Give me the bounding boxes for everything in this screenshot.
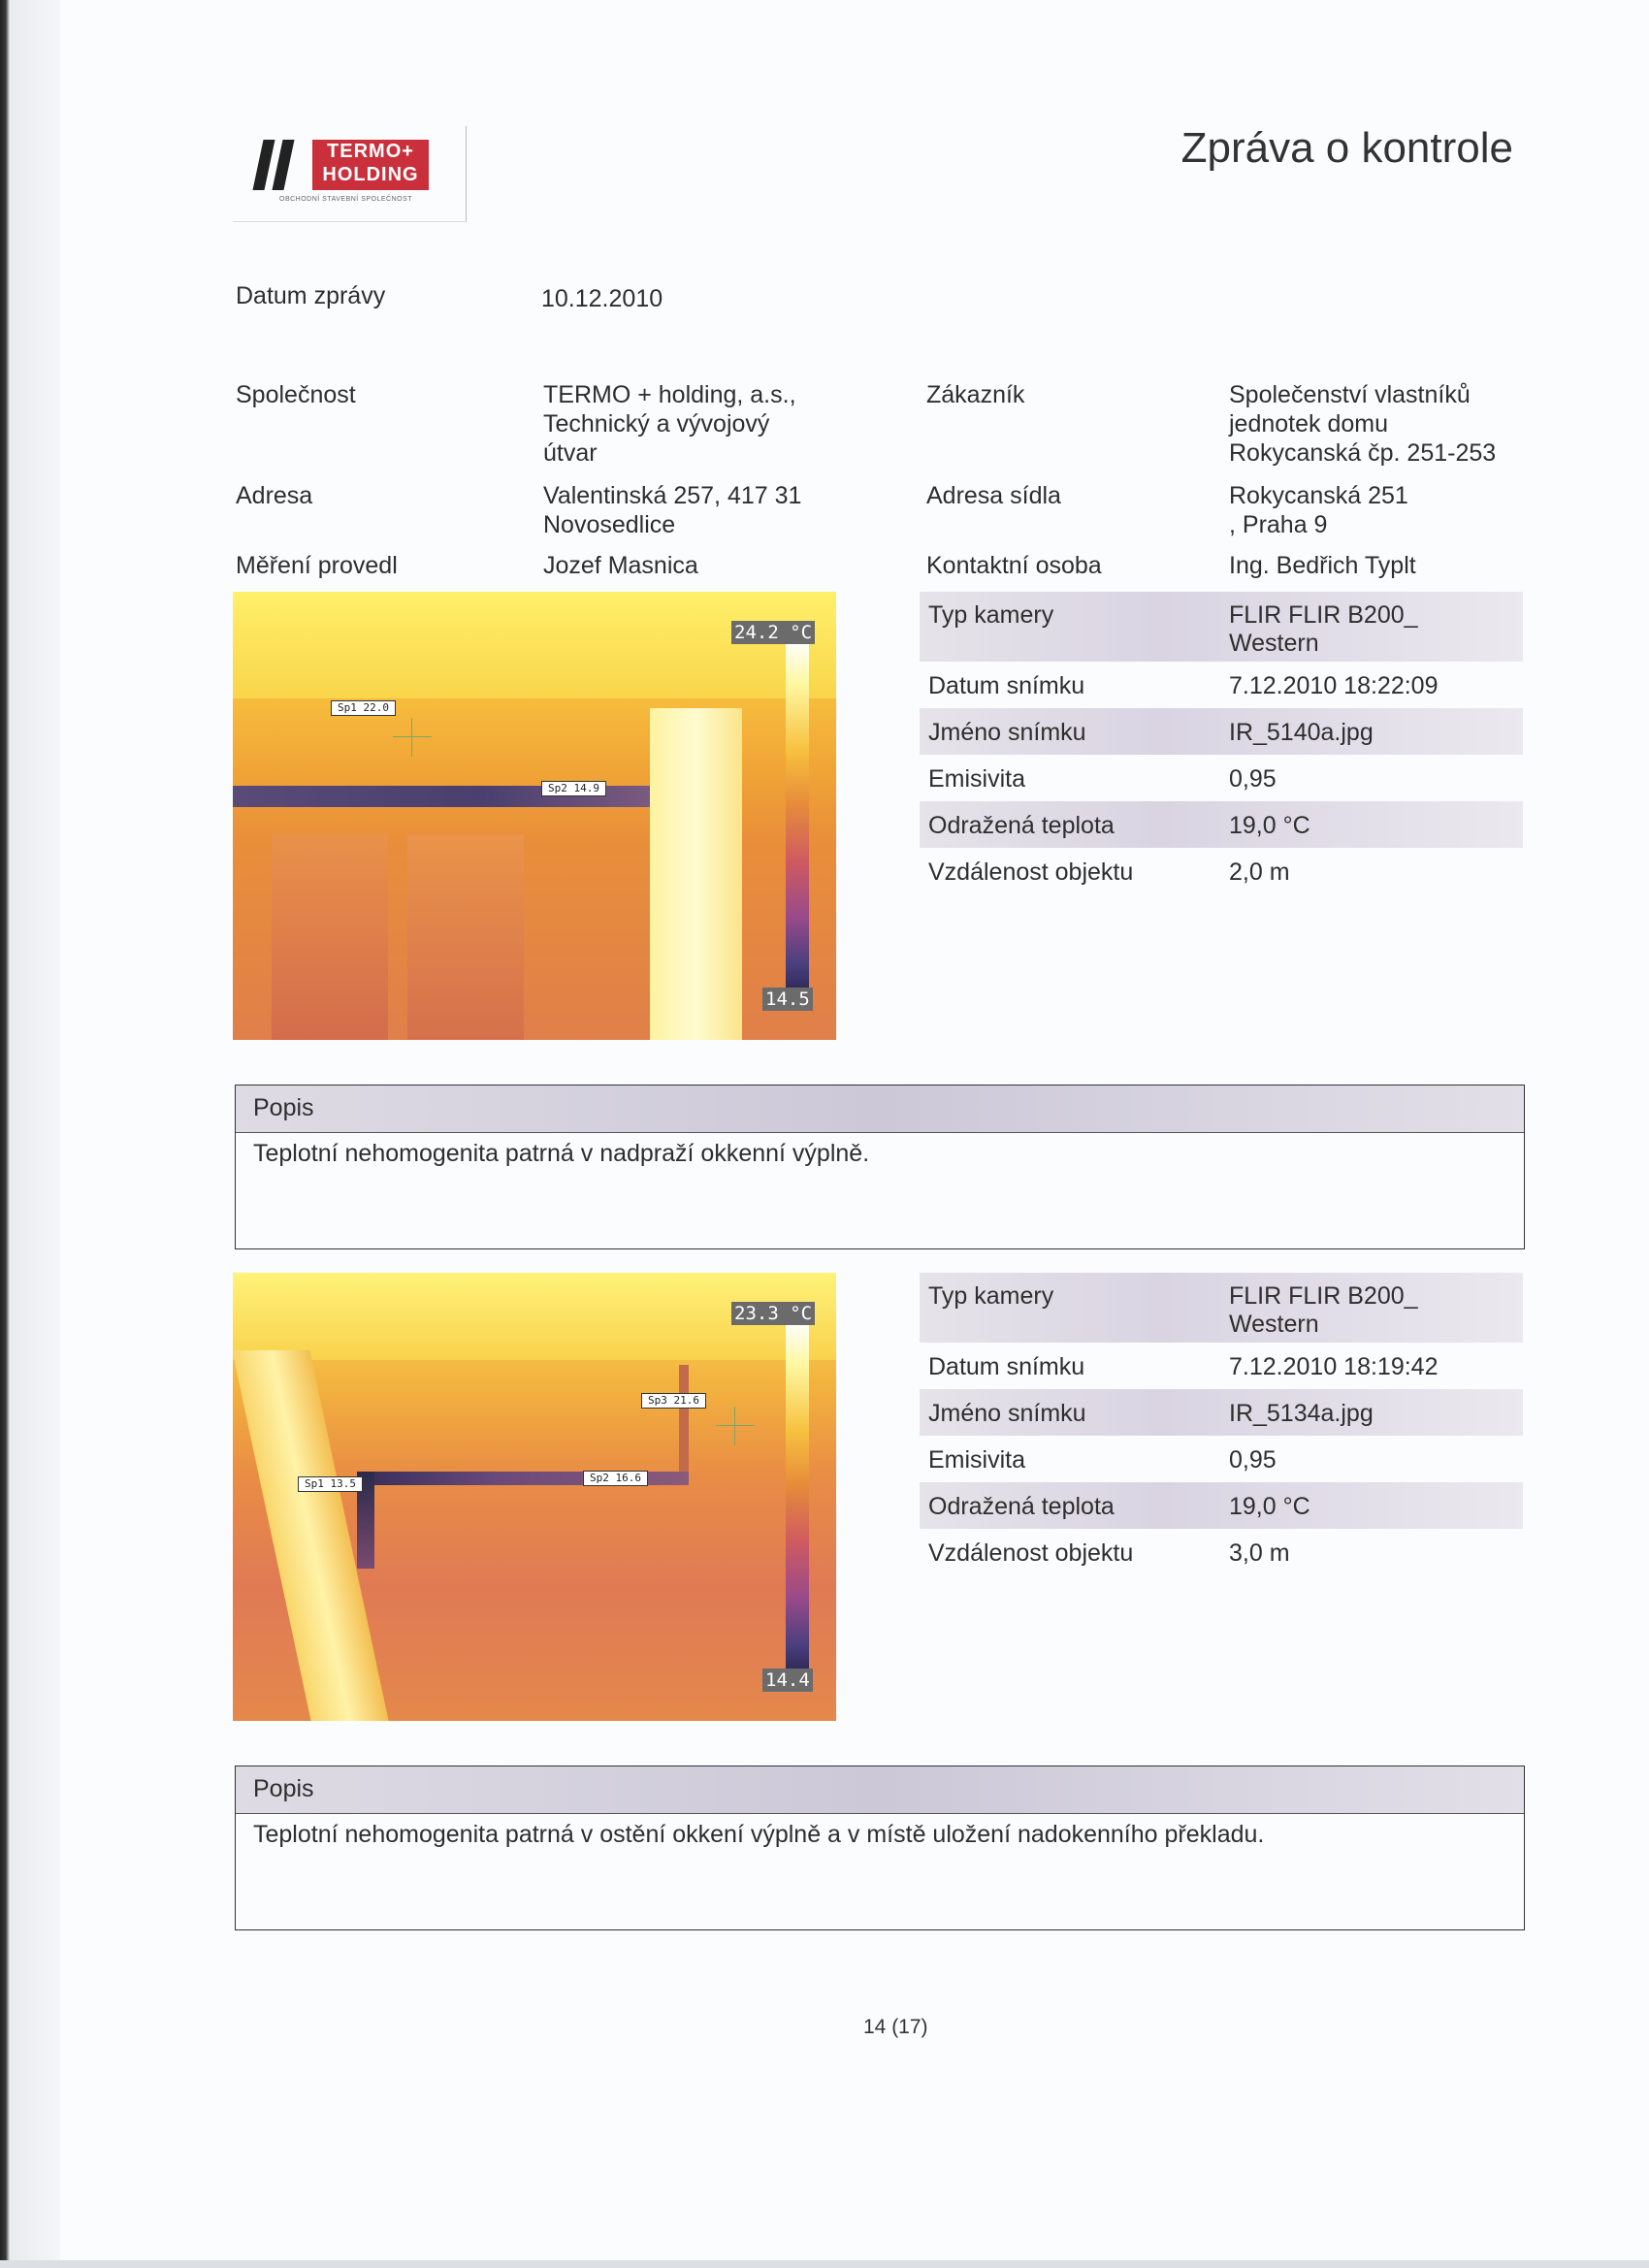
temperature-scale-bar [786,1321,809,1690]
thermal-image [233,1273,836,1721]
logo-subtitle: OBCHODNÍ STAVEBNÍ SPOLEČNOST [279,196,413,203]
scan-bottom-edge [0,2260,1649,2268]
image-name-label: Jméno snímku [928,1400,1086,1427]
address-line: Valentinská 257, 417 31 [543,482,802,509]
address-label: Adresa [236,482,313,509]
thermal-edge [679,1365,689,1472]
spot-marker: Sp2 16.6 [583,1471,648,1486]
page-number: 14 (17) [863,2016,928,2038]
emissivity-label: Emisivita [928,1446,1026,1474]
scale-min-label: 14.5 [762,988,813,1011]
customer-line: Rokycanská čp. 251-253 [1229,439,1497,467]
thermal-image [233,592,836,1040]
spot-crosshair [716,1407,755,1445]
camera-type-line: FLIR FLIR B200_ [1229,1282,1418,1310]
thermal-warm-post [650,708,742,1040]
measured-by-value: Jozef Masnica [543,552,698,579]
spot-marker: Sp3 21.6 [641,1393,706,1409]
seat-address-label: Adresa sídla [926,482,1061,509]
description-box [235,1085,1525,1249]
description-header [236,1085,1524,1133]
company-line: Technický a vývojový [543,410,770,437]
description-box [235,1766,1525,1930]
description-label: Popis [253,1775,314,1802]
thermal-window-pane [272,834,388,1040]
camera-type-line: FLIR FLIR B200_ [1229,601,1418,629]
spot-marker: Sp2 14.9 [541,781,606,796]
company-line: útvar [543,439,598,467]
customer-line: jednotek domu [1229,410,1389,437]
camera-type-line: Western [1229,1311,1319,1338]
spot-marker: Sp1 13.5 [298,1476,363,1492]
customer-line: Společenství vlastníků [1229,381,1471,408]
object-distance-label: Vzdálenost objektu [928,1539,1134,1567]
seat-address-line: , Praha 9 [1229,511,1328,538]
camera-type-label: Typ kamery [928,1282,1054,1310]
logo-wordmark [312,140,429,190]
report-title: Zpráva o kontrole [1180,124,1513,172]
emissivity-value: 0,95 [1229,1446,1277,1474]
logo-bar [272,140,294,190]
description-label: Popis [253,1094,314,1121]
logo-line2: HOLDING [322,164,419,185]
image-name-label: Jméno snímku [928,719,1086,746]
scale-max-label: 23.3 °C [731,1302,815,1325]
thermal-window-pane [407,834,524,1040]
measured-by-label: Měření provedl [236,552,398,579]
contact-label: Kontaktní osoba [926,552,1102,579]
image-name-value: IR_5134a.jpg [1229,1400,1374,1427]
description-text: Teplotní nehomogenita patrná v ostění okkení výplně a v místě uložení nadokenního překladu. [253,1821,1265,1848]
address-line: Novosedlice [543,511,676,538]
emissivity-value: 0,95 [1229,765,1277,793]
company-line: TERMO + holding, a.s., [543,381,796,408]
image-name-value: IR_5140a.jpg [1229,719,1374,746]
camera-type-label: Typ kamery [928,601,1054,629]
logo-bar [252,140,275,190]
emissivity-label: Emisivita [928,765,1026,793]
reflected-temp-label: Odražená teplota [928,812,1115,839]
image-date-value: 7.12.2010 18:22:09 [1229,672,1439,699]
temperature-scale-bar [786,640,809,1009]
seat-address-line: Rokycanská 251 [1229,482,1408,509]
logo-line1: TERMO+ [327,141,414,162]
report-date-label: Datum zprávy [236,282,386,309]
reflected-temp-value: 19,0 °C [1229,1493,1310,1520]
thermal-region-ceiling [233,592,836,698]
object-distance-value: 3,0 m [1229,1539,1290,1567]
contact-value: Ing. Bedřich Typlt [1229,552,1416,579]
spot-crosshair [393,718,432,757]
description-text: Teplotní nehomogenita patrná v nadpraží okkenní výplně. [253,1140,870,1167]
image-date-value: 7.12.2010 18:19:42 [1229,1353,1439,1380]
scale-max-label: 24.2 °C [731,621,815,644]
report-date-value: 10.12.2010 [541,285,663,312]
image-date-label: Datum snímku [928,672,1085,699]
company-label: Společnost [236,381,356,408]
image-date-label: Datum snímku [928,1353,1085,1380]
reflected-temp-value: 19,0 °C [1229,812,1310,839]
object-distance-label: Vzdálenost objektu [928,859,1134,886]
camera-type-line: Western [1229,630,1319,657]
object-distance-value: 2,0 m [1229,859,1290,886]
scale-min-label: 14.4 [762,1669,813,1692]
scan-page-edge [0,0,60,2268]
company-logo [233,126,467,222]
customer-label: Zákazník [926,381,1025,408]
description-header [236,1766,1524,1814]
reflected-temp-label: Odražená teplota [928,1493,1115,1520]
spot-marker: Sp1 22.0 [331,700,396,716]
